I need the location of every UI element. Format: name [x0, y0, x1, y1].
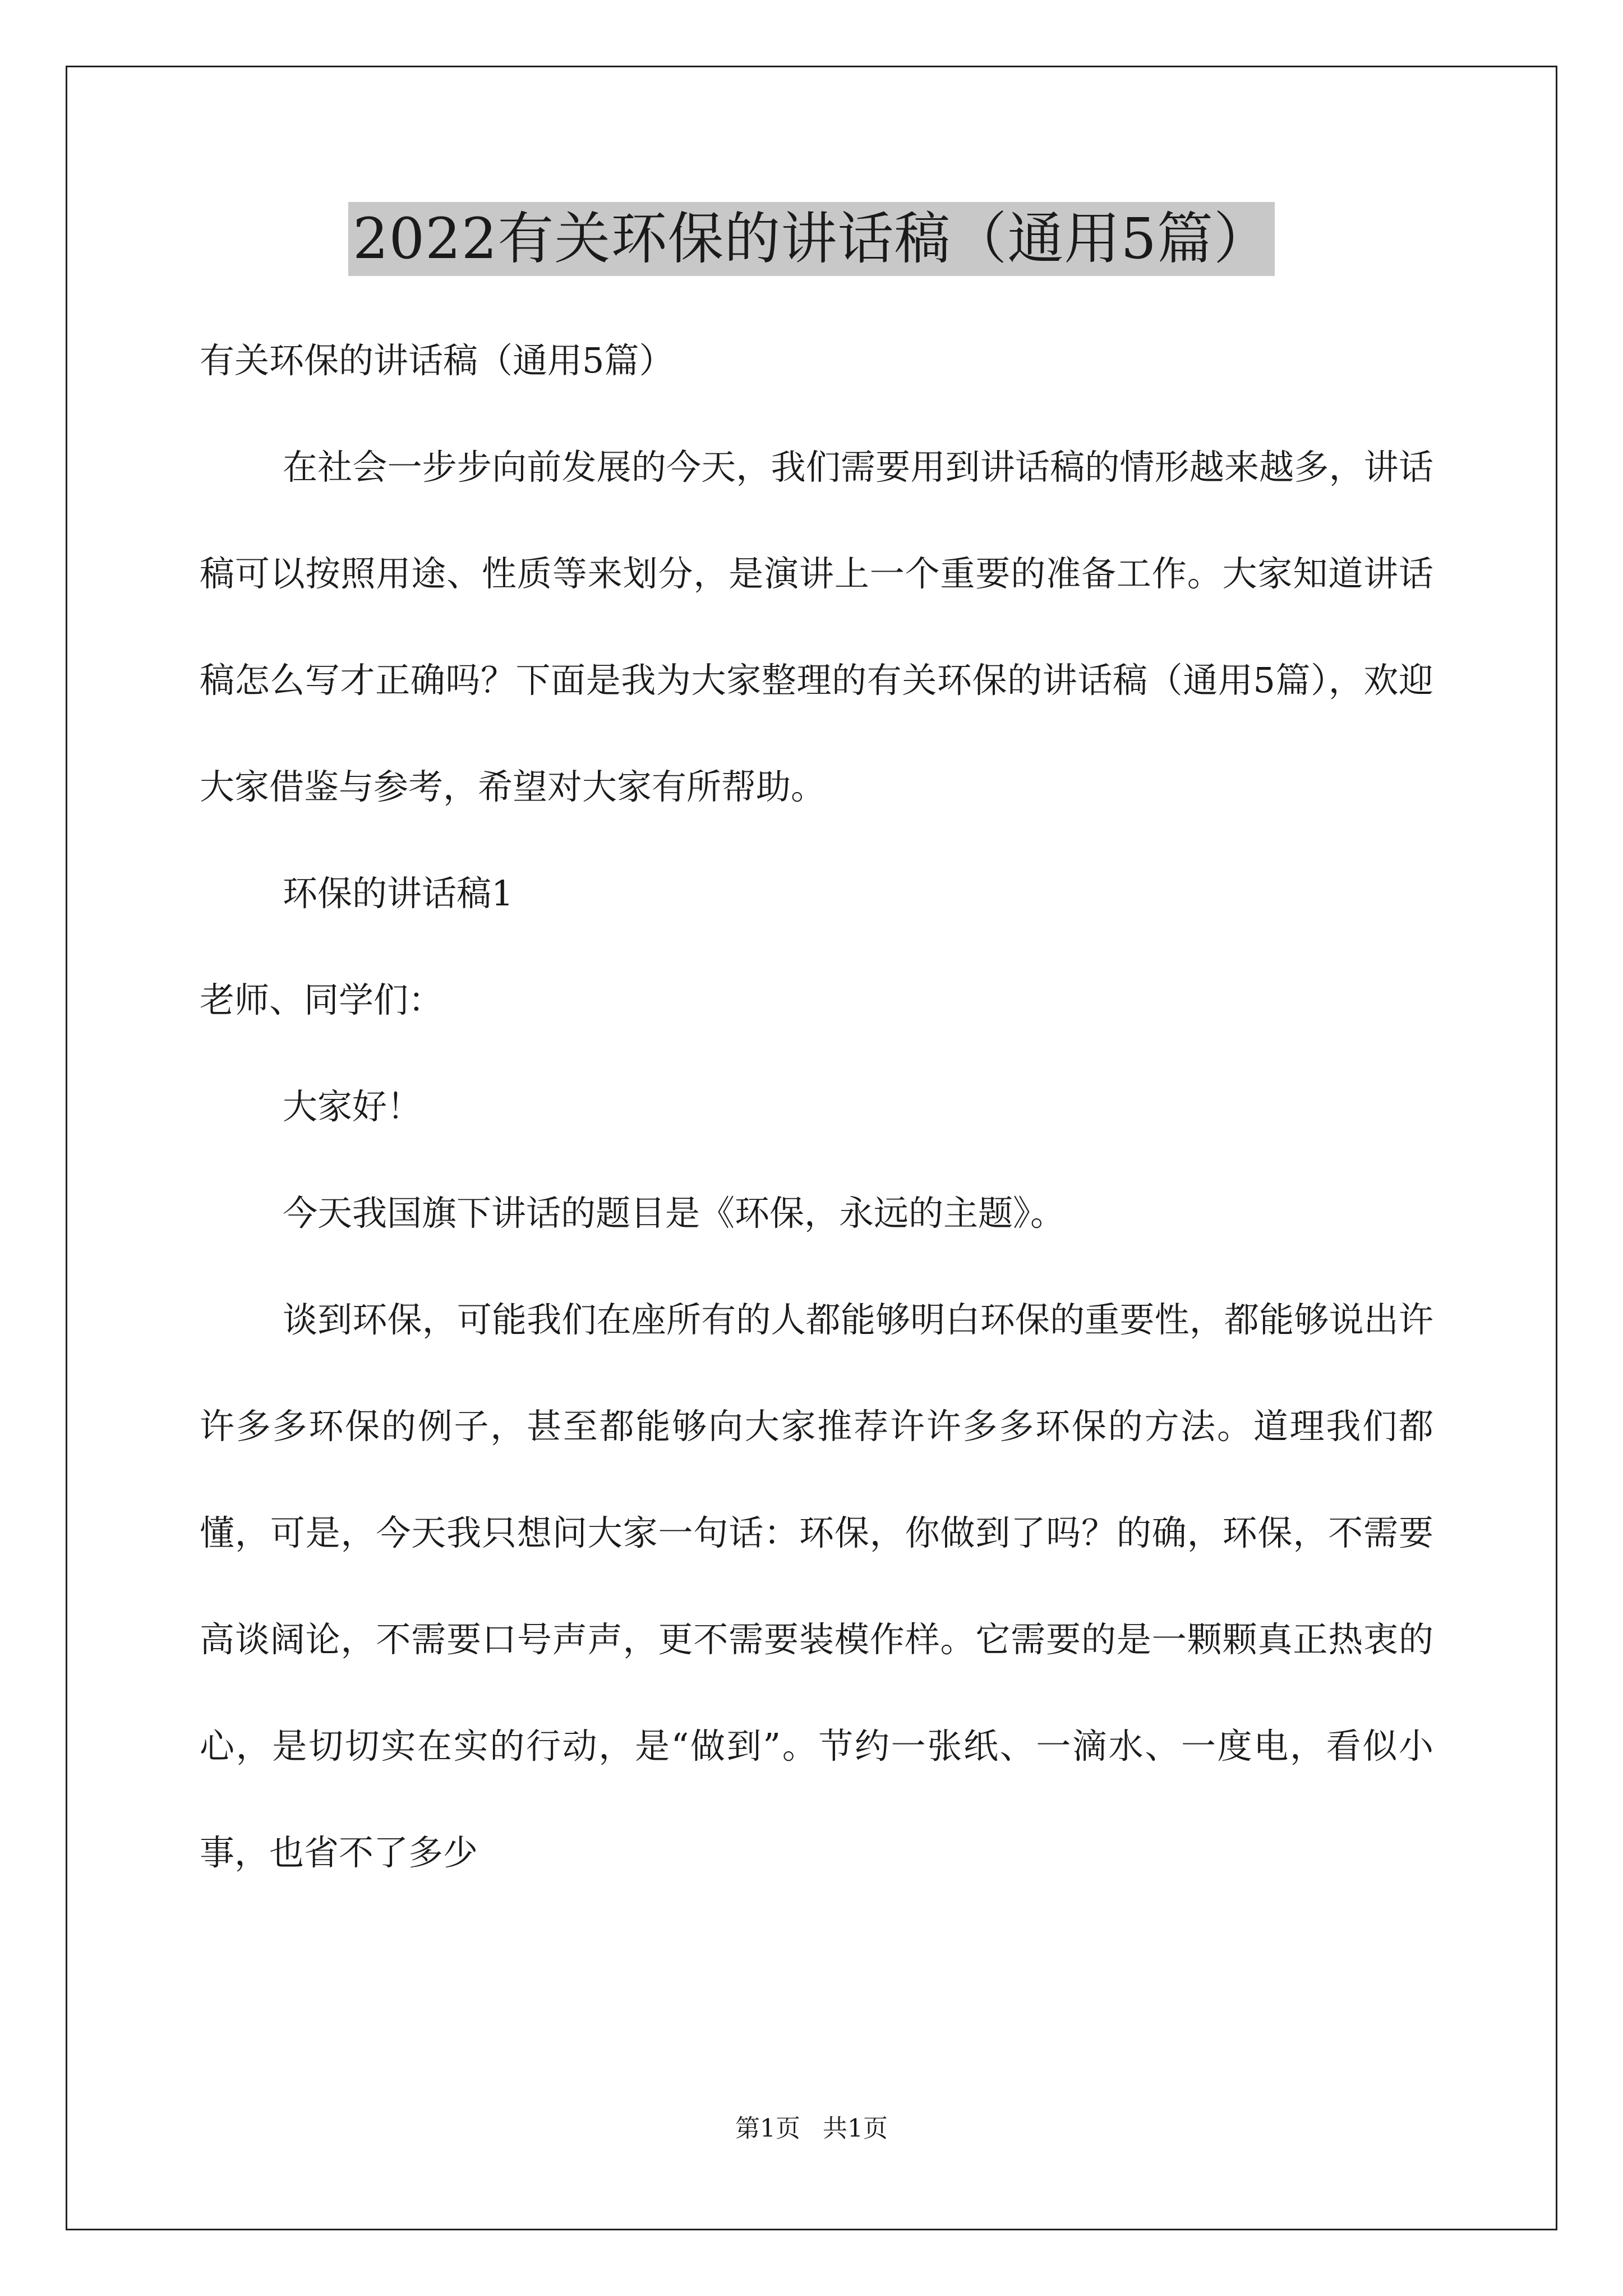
paragraph-intro: 在社会一步步向前发展的今天，我们需要用到讲话稿的情形越来越多，讲话稿可以按照用途、性质等来划分，是演讲上一个重要的准备工作。大家知道讲话稿怎么写才正确吗？下面是我为大家整理的有关环保的讲话稿（通用5篇），欢迎大家借鉴与参考，希望对大家有所帮助。 [200, 447, 1433, 807]
paragraph-body: 谈到环保，可能我们在座所有的人都能够明白环保的重要性，都能够说出许许多多环保的例子，甚至都能够向大家推荐许许多多环保的方法。道理我们都懂，可是，今天我只想问大家一句话：环保，你做到了吗？的确，环保，不需要高谈阔论，不需要口号声声，更不需要装模作样。它需要的是一颗颗真正热衷的心，是切切实在实的行动，是“做到”。节约一张纸、一滴水、一度电，看似小事，也省不了多少 [200, 1299, 1433, 1873]
paragraph-salutation: 老师、同学们： [200, 979, 444, 1020]
page-footer [0, 2112, 1623, 2146]
section-heading: 环保的讲话稿1 [283, 873, 514, 914]
paragraph-topic: 今天我国旗下讲话的题目是《环保，永远的主题》。 [283, 1193, 1066, 1234]
document-title: 2022有关环保的讲话稿（通用5篇） [348, 202, 1275, 276]
document-body [200, 307, 1433, 1906]
paragraph-subtitle: 有关环保的讲话稿（通用5篇） [200, 340, 674, 381]
page-total: 共1页 [823, 2114, 888, 2143]
paragraph-greeting: 大家好！ [283, 1086, 422, 1127]
page-number: 第1页 [735, 2114, 800, 2143]
title-container [0, 202, 1623, 276]
